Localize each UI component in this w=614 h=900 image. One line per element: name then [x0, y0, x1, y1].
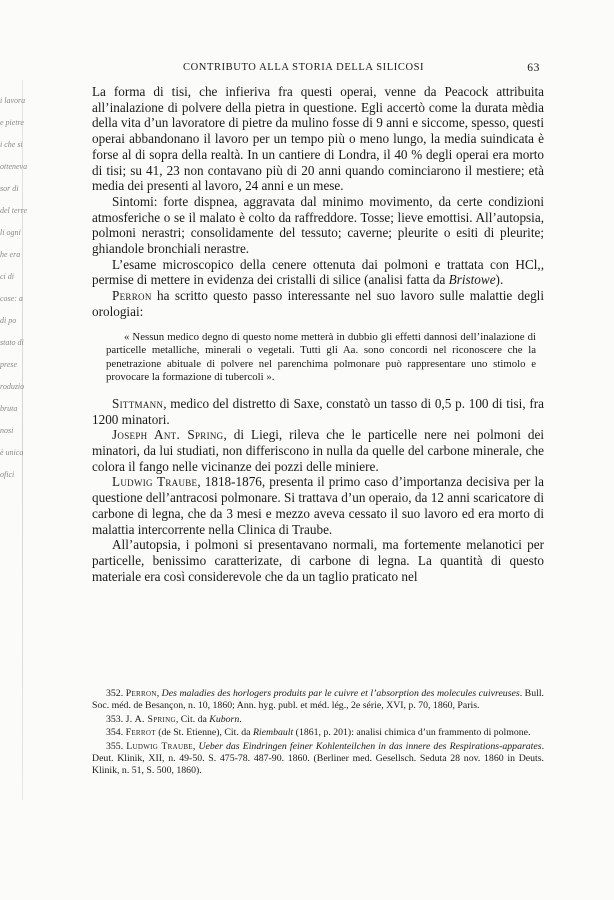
paragraph-text: L’esame microscopico della cenere ottenuta dai polmoni e trattata con HCl,, permise di mettere in evidenza dei cristalli di silice (analisi fatta da [92, 256, 544, 288]
bleed-fragment: otteneva [0, 162, 28, 171]
footnote-354 [92, 727, 544, 739]
facing-page-bleed [0, 90, 30, 790]
paragraph-sintomi: Sintomi: forte dispnea, aggravata dal minimo movimento, da certe condizioni atmosferiche o se il malato è colto da raffreddore. Tosse; lieve emottisi. All’autopsia, polmoni nerastri; consolidamente del tessuto; caverne; pleurite o esiti di pleurite; ghiandole bronchiali nerastre. [92, 193, 544, 257]
bleed-fragment: di po [0, 316, 17, 325]
footnote-citation: Kuborn [209, 713, 240, 725]
footnote-text: (de St. Etienne), Cit. da [155, 727, 253, 739]
bleed-fragment: è unica [0, 448, 24, 457]
footnote-355 [92, 741, 544, 778]
bleed-fragment: prese [0, 360, 18, 369]
bleed-fragment: sor di [0, 184, 19, 193]
bleed-fragment: i che si [0, 140, 23, 149]
author-name: Sittmann [112, 395, 164, 411]
author-name: Joseph Ant. Spring [112, 427, 224, 443]
bleed-fragment: he era [0, 250, 21, 259]
bleed-fragment: li ogni [0, 228, 21, 237]
bleed-fragment: ofici [0, 470, 15, 479]
footnote-text: (1861, p. 201): analisi chimica d’un frammento di polmone. [293, 727, 531, 739]
footnote-title: Ueber das Eindringen feiner Kohlenteilchen in das innere des Respirations-apparates [198, 740, 542, 752]
paragraph-esame-microscopico [92, 257, 544, 288]
footnote-number: 354. [106, 727, 124, 739]
bleed-fragment: del terre [0, 206, 28, 215]
bleed-fragment: ci di [0, 272, 14, 281]
paragraph-text: , medico del distretto di Saxe, constatò un tasso di 0,5 p. 100 di tisi, fra 1200 minatori. [92, 395, 544, 427]
footnote-number: 355. [106, 740, 124, 752]
footnote-352: 352. Perron, Des maladies des horlogers produits par le cuivre et l’absorption des molecules cuivreuses. Bull. Soc. méd. de Besançon, n. 10, 1860; Ann. hyg. publ. et méd. lég., 2e série, XVI, p. 70, 1860, Paris. [92, 688, 544, 712]
footnote-title: Des maladies des horlogers produits par le cuivre et l’absorption des molecules cuivreuses [161, 688, 520, 699]
paragraph-text: ha scritto questo passo interessante nel suo lavoro sulle malattie degli orologiai: [92, 288, 544, 319]
bleed-fragment: nosi [0, 426, 14, 435]
footnote-text: . Bull. Soc. méd. de Besançon, n. 10, 1860; Ann. hyg. publ. et méd. lég., 2e série, XVI, p. 70, 1860, Paris. [92, 688, 544, 712]
paragraph-text: , di Liegi, rileva che le particelle nere nei polmoni dei minatori, da lui studiati, non differiscono in nulla da quelle del carbone minerale, che colora il fango nelle vicinanze dei pozzi delle miniere. [92, 427, 544, 474]
author-name: Perron [112, 288, 152, 304]
paragraph-perron [92, 288, 544, 319]
paragraph-spring [92, 427, 544, 474]
footnotes [92, 688, 544, 779]
paragraph-text: , 1818-1876, presenta il primo caso d’importanza decisiva per la questione dell’antracosi polmonare. Si trattava d’un operaio, da 12 anni scaricatore di carbone di legna, che da 3 mesi e mezzo aveva cessato il suo lavoro ed era morto di malattia intercorrente nella Clinica di Traube. [92, 474, 544, 537]
footnote-author: Ludwig Traube [126, 740, 193, 752]
bleed-fragment: cose: a [0, 294, 23, 303]
bleed-fragment: bruta [0, 404, 18, 413]
footnote-text: , Cit. da [175, 713, 210, 725]
footnote-text: , [192, 740, 199, 752]
paragraph-autopsia: All’autopsia, i polmoni si presentavano normali, ma fortemente melanotici per particelle, benissimo caratterizate, di carbone di legna. La quantità di questo materiale era così considerevole che da un taglio praticato nel [92, 537, 544, 584]
footnote-author: Ferrot [125, 727, 156, 739]
paragraph-traube [92, 474, 544, 537]
paragraph-peacock: La forma di tisi, che infieriva fra questi operai, venne da Peacock attribuita all’inalazione di polvere della pietra in questione. Egli accertò come la durata mèdia della vita d’un lavoratore di pietre da mulino fosse di 9 anni e siccome, spesso, questi operai abbandonano il lavoro per un tempo più o meno lungo, la media suindicata è forse al di sopra della realtà. In un cantiere di Londra, il 40 % degli operai era morto di tisi; su 41, 23 non contavano più di 20 anni quando cominciarono il mestiere; età media dei presenti al lavoro, 24 anni e un mese. [92, 84, 544, 194]
paragraph-sittmann [92, 396, 544, 427]
paragraph-text: ). [495, 272, 504, 288]
footnote-text: . Deut. Klinik, XII, n. 49-50. S. 475-78. 487-90. 1860. (Berliner med. Gesellsch. Seduta 28 nov. 1860 in Deuts. Klinik, n. 51, S. 500, 1860). [92, 740, 545, 777]
running-header [95, 62, 540, 78]
author-name: Ludwig Traube [112, 474, 198, 490]
footnote-353 [92, 714, 544, 726]
block-quote: « Nessun medico degno di questo nome metterà in dubbio gli effetti dannosi dell’inalazione di particelle metalliche, minerali o vegetali. Tutti gli Aa. sono concordi nel riconoscere che la penetrazione abituale di polvere nel parenchima polmonare può rappresentare uno stimolo e provocare la formazione di tubercoli ». [106, 330, 536, 384]
analyst-name: Bristowe [448, 272, 496, 288]
footnote-number: 353. [106, 713, 124, 725]
bleed-fragment: stato di [0, 338, 24, 347]
footnote-author: Perron [125, 688, 157, 699]
footnote-text: . [239, 713, 242, 725]
bleed-fragment: i lavora [0, 96, 26, 105]
footnote-author: J. A. Spring [125, 713, 176, 725]
bleed-fragment: roduzio [0, 382, 25, 391]
bleed-fragment: e pietre [0, 118, 24, 127]
running-title: CONTRIBUTO ALLA STORIA DELLA SILICOSI [183, 62, 425, 73]
page-number: 63 [527, 62, 540, 74]
footnote-citation: Riembault [252, 727, 294, 739]
footnote-number: 352. [106, 688, 124, 699]
body-text [92, 84, 544, 584]
